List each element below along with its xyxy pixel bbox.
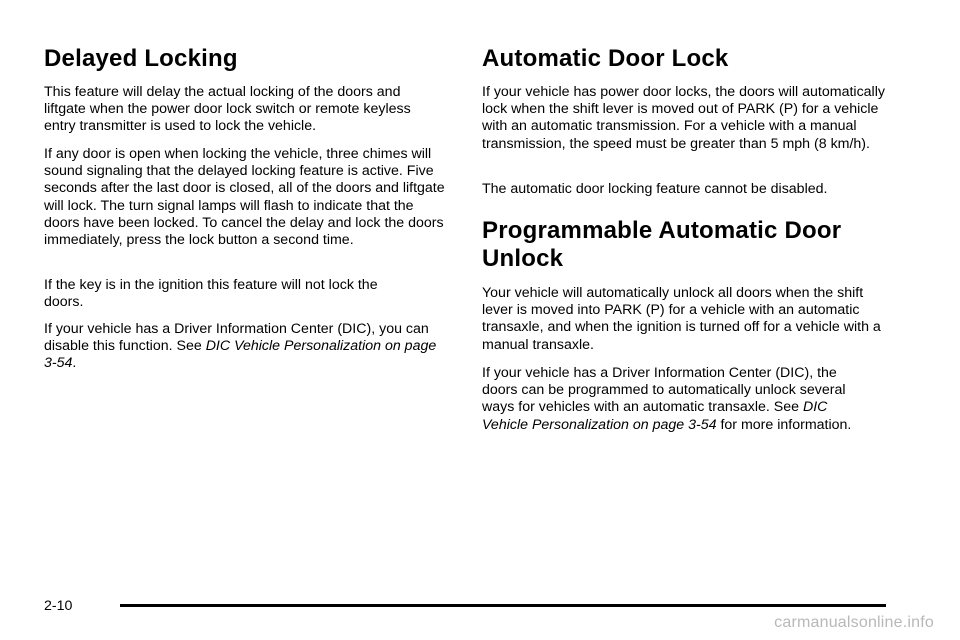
paragraph-text: If your vehicle has a Driver Information Center (DIC), you can disable this function. See xyxy=(44,321,429,355)
paragraph: If your vehicle has power door locks, the doors will automatically lock when the shift lever is moved out of PARK (P) for a vehicle with an automatic transmission. For a vehicle with a manual transmission, the speed must be greater than 5 mph (8 km/h). xyxy=(482,84,885,152)
paragraph: The automatic door locking feature cannot be disabled. xyxy=(482,181,828,197)
paragraph-text: If your vehicle has a Driver Information Center (DIC), the doors can be programmed to automatically unlock several ways for vehicles with an automatic transaxle. See xyxy=(482,365,846,416)
heading-line: Programmable Automatic Door xyxy=(482,217,842,244)
paragraph: Your vehicle will automatically unlock all doors when the shift lever is moved into PARK (P) for a vehicle with an automatic transaxle, and when the ignition is turned off for a vehicle with a manual transaxle. xyxy=(482,285,881,353)
cross-reference-link[interactable]: DIC Vehicle Personalization on page 3-54 xyxy=(44,338,437,372)
paragraph: This feature will delay the actual locking of the doors and liftgate when the power door lock switch or remote keyless entry transmitter is used to lock the vehicle. xyxy=(44,84,411,135)
paragraph-end: . xyxy=(72,355,77,372)
paragraph: If the key is in the ignition this feature will not lock the doors. xyxy=(44,277,378,311)
heading-line: Unlock xyxy=(482,245,564,272)
footer-rule xyxy=(120,604,886,607)
heading-delayed-locking: Delayed Locking xyxy=(44,45,238,72)
paragraph: If any door is open when locking the vehicle, three chimes will sound signaling that the delayed locking feature is active. Five seconds after the last door is closed, all of the doors and liftgate will lock. The turn signal lamps will flash to indicate that the doors have been locked. To cancel the delay and lock the doors immediately, press the lock button a second time. xyxy=(44,146,445,249)
paragraph-end: for more information. xyxy=(716,416,852,433)
page-number: 2-10 xyxy=(44,598,73,614)
paragraph-with-reference xyxy=(482,365,874,434)
heading-automatic-door-lock: Automatic Door Lock xyxy=(482,45,729,72)
heading-programmable-automatic-door-unlock xyxy=(482,217,841,273)
paragraph-with-reference xyxy=(44,321,448,373)
watermark: carmanualsonline.info xyxy=(774,614,934,631)
cross-reference-link[interactable]: DIC Vehicle Personalization on page 3-54 xyxy=(482,399,828,433)
